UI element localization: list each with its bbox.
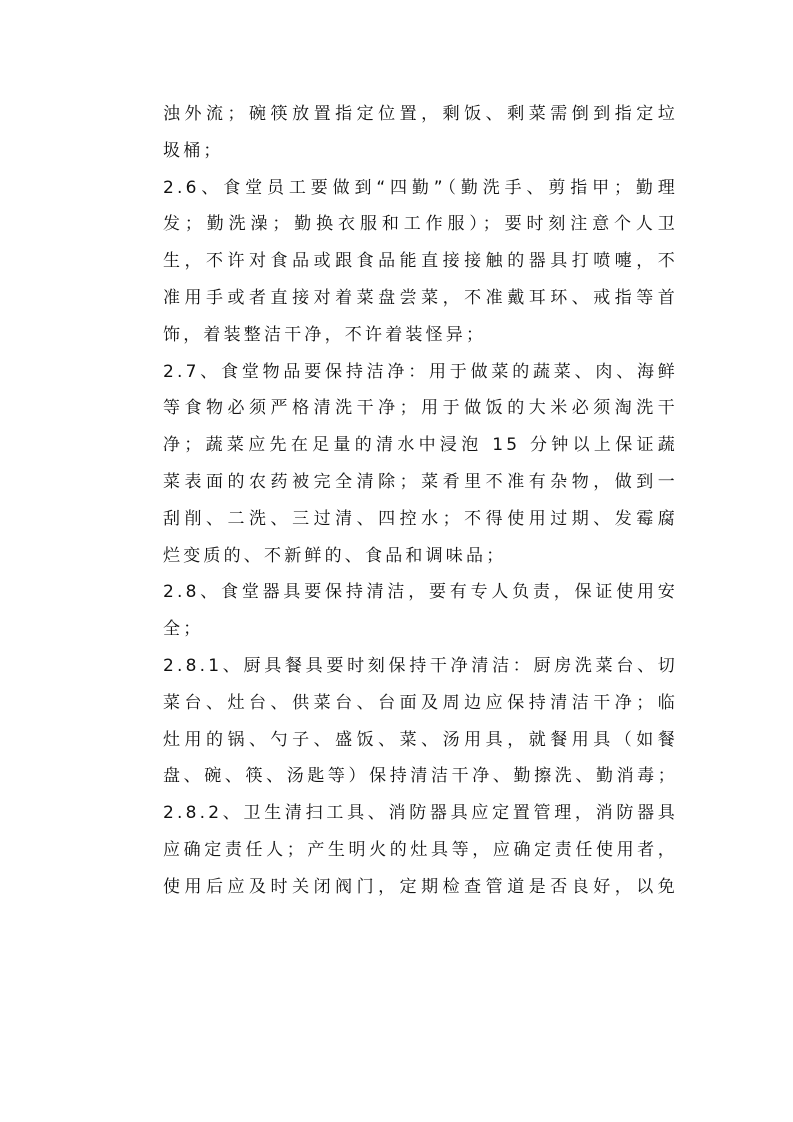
body-text-line: 盘、碗、筷、汤匙等）保持清洁干净、勤擦洗、勤消毒；: [163, 766, 678, 787]
body-text-line: 2.8、食堂器具要保持清洁，要有专人负责，保证使用安: [163, 582, 678, 603]
body-text-line: 使用后应及时关闭阀门，定期检查管道是否良好，以免: [163, 876, 678, 897]
body-text-line: 生，不许对食品或跟食品能直接接触的器具打喷嚏，不: [163, 251, 678, 272]
body-text-line: 菜台、灶台、供菜台、台面及周边应保持清洁干净；临: [163, 692, 678, 713]
body-text-line: 灶用的锅、勺子、盛饭、菜、汤用具，就餐用具（如餐: [163, 729, 678, 750]
body-text-line: 净；蔬菜应先在足量的清水中浸泡 15 分钟以上保证蔬: [163, 435, 678, 456]
body-text-line: 菜表面的农药被完全清除；菜肴里不准有杂物，做到一: [163, 471, 678, 492]
body-text-line: 发；勤洗澡；勤换衣服和工作服）；要时刻注意个人卫: [163, 214, 678, 235]
body-text-line: 2.8.1、厨具餐具要时刻保持干净清洁：厨房洗菜台、切: [163, 655, 678, 676]
body-text-line: 2.6、食堂员工要做到“四勤”（勤洗手、剪指甲；勤理: [163, 177, 678, 198]
body-text-line: 2.7、食堂物品要保持洁净：用于做菜的蔬菜、肉、海鲜: [163, 361, 678, 382]
body-text-line: 应确定责任人；产生明火的灶具等，应确定责任使用者，: [163, 839, 678, 860]
body-text-line: 全；: [163, 619, 204, 640]
body-text-line: 圾桶；: [163, 140, 224, 161]
body-text-line: 浊外流；碗筷放置指定位置，剩饭、剩菜需倒到指定垃: [163, 104, 678, 124]
body-text-line: 饰，着装整洁干净，不许着装怪异；: [163, 324, 487, 345]
body-text-line: 烂变质的、不新鲜的、食品和调味品；: [163, 545, 507, 566]
document-body: [163, 96, 678, 906]
body-text-line: 准用手或者直接对着菜盘尝菜，不准戴耳环、戒指等首: [163, 287, 678, 308]
body-text-line: 刮削、二洗、三过清、四控水；不得使用过期、发霉腐: [163, 508, 678, 529]
body-text-line: 2.8.2、卫生清扫工具、消防器具应定置管理，消防器具: [163, 803, 678, 824]
body-text-line: 等食物必须严格清洗干净；用于做饭的大米必须淘洗干: [163, 398, 678, 419]
